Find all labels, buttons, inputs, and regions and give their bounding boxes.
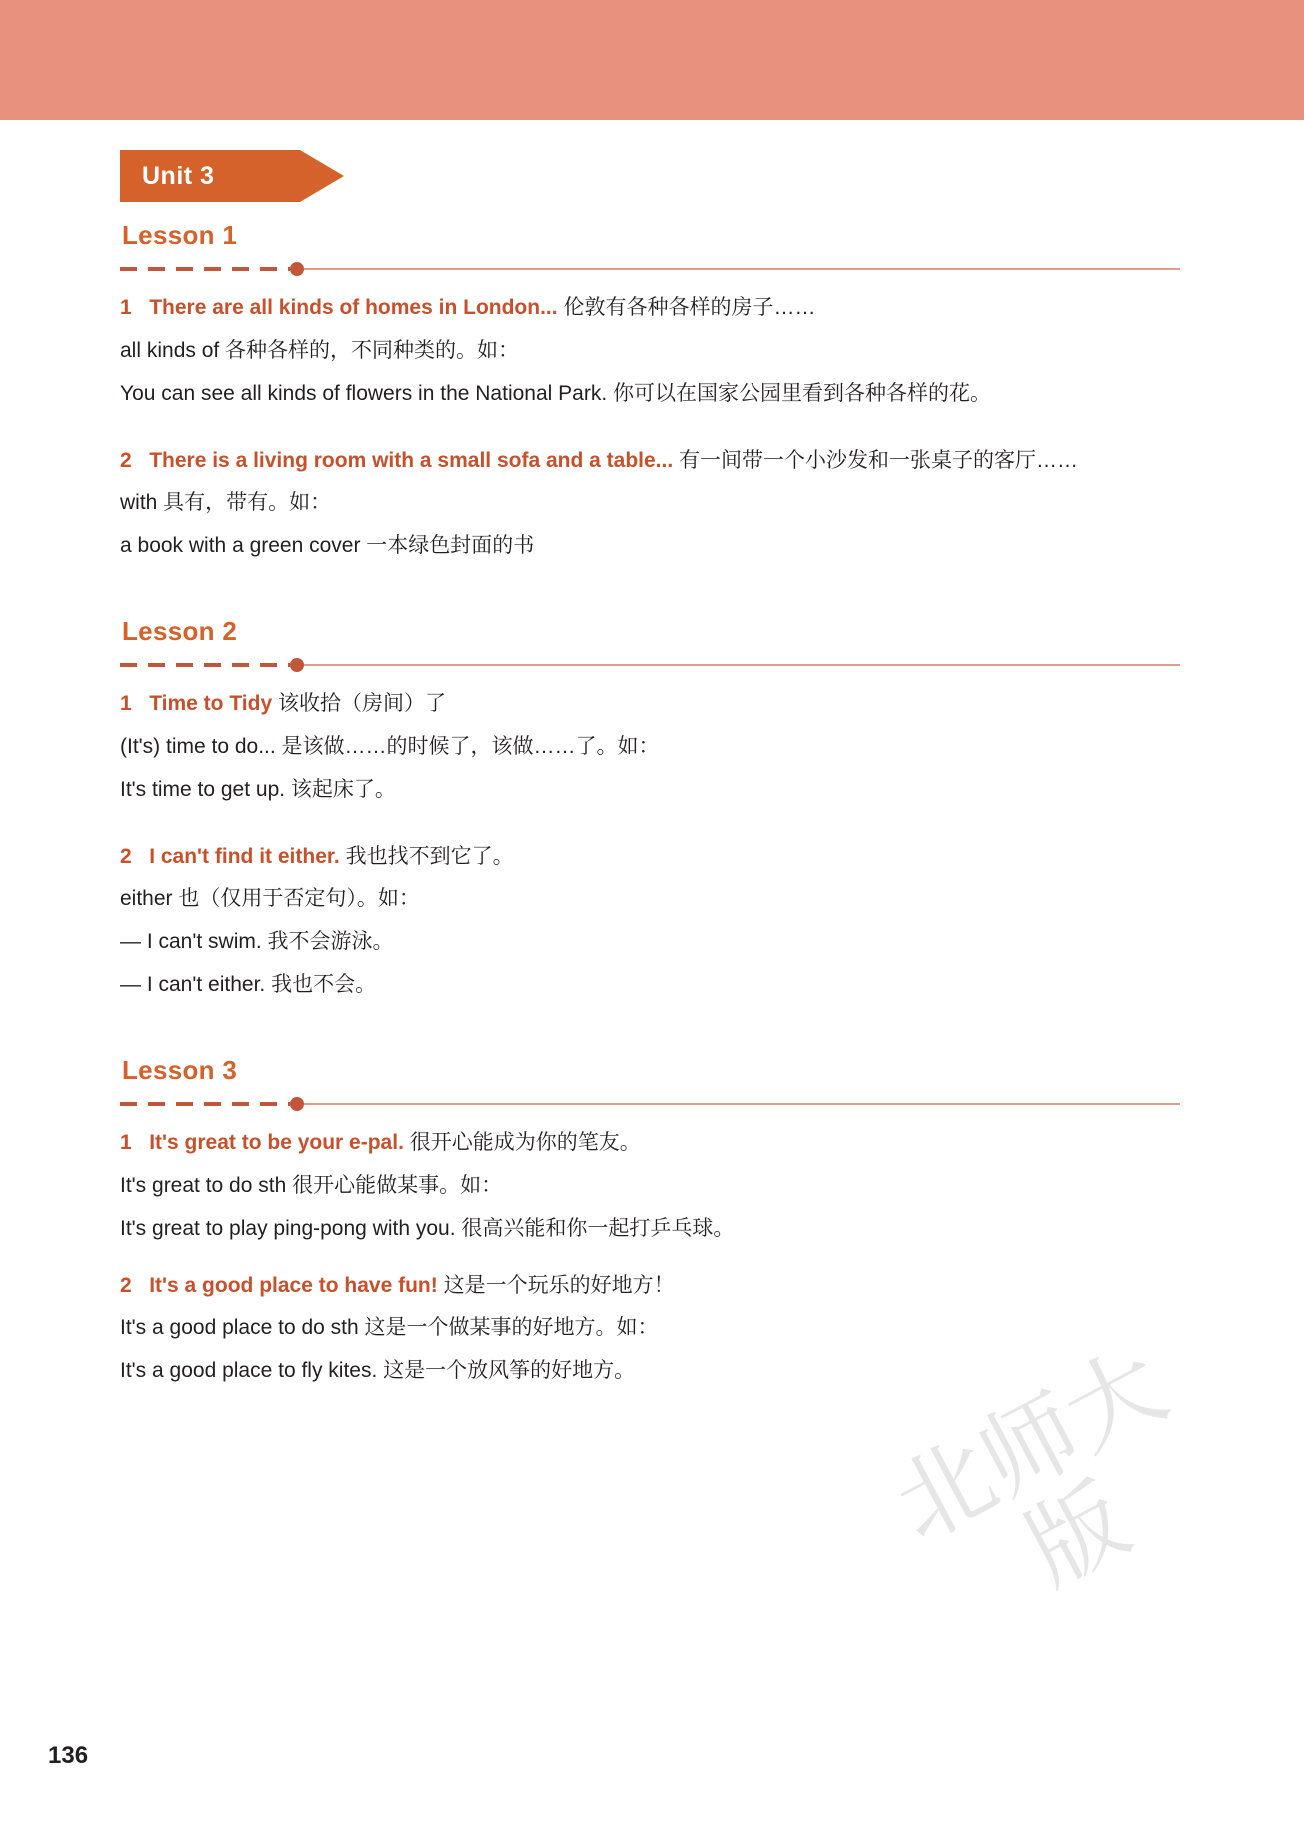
entry-heading-en: It's a good place to have fun! [149, 1273, 438, 1297]
entry-line: a book with a green cover 一本绿色封面的书 [120, 534, 535, 558]
divider-dot-icon [290, 262, 304, 276]
entry-line: — I can't swim. 我不会游泳。 [120, 930, 394, 954]
entry-heading [120, 442, 1180, 481]
divider-line [304, 1103, 1180, 1105]
entry-heading-cn: 这是一个玩乐的好地方！ [443, 1273, 675, 1297]
entry-item [120, 685, 1180, 810]
unit-tag [120, 150, 1180, 202]
entry-item [120, 1267, 1180, 1392]
entry-line: It's a good place to fly kites. 这是一个放风筝的好地方。 [120, 1359, 636, 1383]
entry-item [120, 838, 1180, 1005]
entry-heading [120, 289, 1180, 328]
divider-dashes [120, 663, 290, 667]
lesson-title: Lesson 1 [122, 220, 238, 250]
entry-line: all kinds of 各种各样的，不同种类的。如： [120, 338, 520, 362]
spacer [120, 576, 1180, 610]
lesson-block-3 [120, 1055, 1180, 1391]
divider-line [304, 664, 1180, 666]
entry-line: It's great to play ping-pong with you. 很高兴能和你一起打乒乓球。 [120, 1216, 735, 1240]
entry-item [120, 442, 1180, 567]
spacer [120, 820, 1180, 838]
entry-line: — I can't either. 我也不会。 [120, 973, 377, 997]
entry-line: It's time to get up. 该起床了。 [120, 777, 396, 801]
entry-heading [120, 685, 1180, 724]
entry-line: It's a good place to do sth 这是一个做某事的好地方。如： [120, 1316, 659, 1340]
unit-tag-arrow-icon [300, 150, 344, 202]
divider-dot-icon [290, 658, 304, 672]
entry-heading [120, 1267, 1180, 1306]
lesson-divider [120, 657, 1180, 673]
entry-heading [120, 1124, 1180, 1163]
entry-heading-cn: 我也找不到它了。 [345, 844, 514, 868]
entry-heading [120, 838, 1180, 877]
entry-item [120, 289, 1180, 414]
entry-heading-en: I can't find it either. [149, 844, 340, 868]
entry-heading-cn: 伦敦有各种各样的房子…… [563, 296, 816, 319]
unit-tag-label: Unit 3 [120, 150, 300, 202]
entry-number: 1 [120, 296, 132, 319]
entry-number: 1 [120, 692, 132, 716]
entry-line: (It's) time to do... 是该做……的时候了，该做……了。如： [120, 734, 660, 758]
entry-line: with 具有，带有。如： [120, 491, 332, 515]
entry-number: 2 [120, 1273, 132, 1297]
page-number: 136 [48, 1742, 89, 1769]
entry-heading-en: Time to Tidy [149, 692, 273, 716]
entry-line: either 也（仅用于否定句）。如： [120, 887, 420, 911]
page-content [120, 150, 1180, 1401]
spacer [120, 424, 1180, 442]
entry-heading-cn: 该收拾（房间）了 [277, 692, 446, 716]
spacer [120, 1015, 1180, 1049]
entry-number: 2 [120, 844, 132, 868]
lesson-divider [120, 1096, 1180, 1112]
lesson-title: Lesson 2 [122, 616, 238, 647]
entry-line: It's great to do sth 很开心能做某事。如： [120, 1173, 503, 1197]
entry-heading-en: There are all kinds of homes in London... [149, 296, 558, 319]
entry-heading-cn: 有一间带一个小沙发和一张桌子的客厅…… [679, 448, 1079, 472]
divider-dashes [120, 267, 290, 271]
lesson-block-2 [120, 616, 1180, 1005]
entry-heading-en: There is a living room with a small sofa and a table... [149, 448, 674, 472]
lesson-block-1 [120, 220, 1180, 566]
entry-number: 1 [120, 1130, 132, 1154]
lesson-title: Lesson 3 [122, 1054, 238, 1085]
entry-heading-cn: 很开心能成为你的笔友。 [409, 1130, 641, 1154]
spacer [120, 1259, 1180, 1267]
entry-number: 2 [120, 448, 132, 472]
lesson-divider [120, 261, 1180, 277]
entry-heading-en: It's great to be your e-pal. [149, 1130, 404, 1154]
publisher-watermark: 北师大版 [876, 1328, 1184, 1607]
entry-item [120, 1124, 1180, 1249]
page-header-band [0, 0, 1304, 120]
entry-line: You can see all kinds of flowers in the National Park. 你可以在国家公园里看到各种各样的花。 [120, 381, 991, 405]
divider-dot-icon [290, 1097, 304, 1111]
divider-dashes [120, 1102, 290, 1106]
divider-line [304, 268, 1180, 270]
